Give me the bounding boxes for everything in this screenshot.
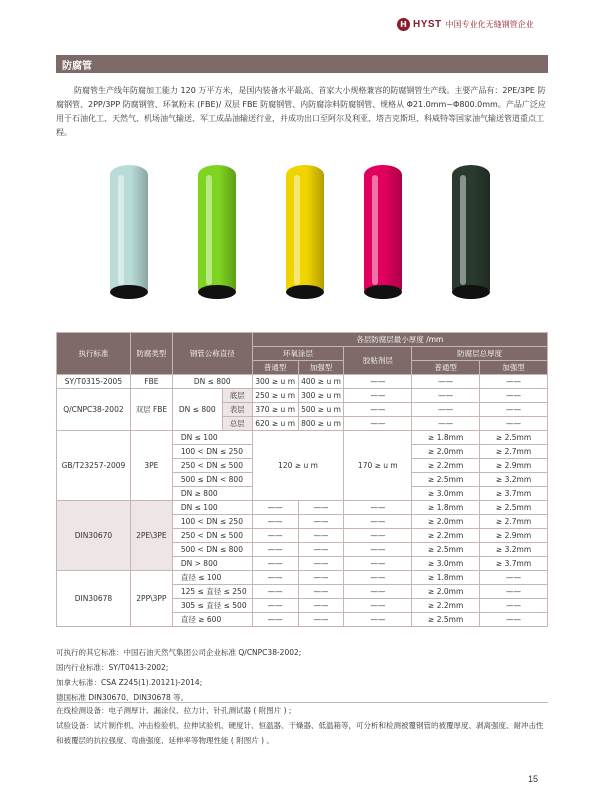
equipment-notes	[56, 703, 548, 748]
equipment-line: 试验设备：试片制作机、冲击检验机、拉伸试验机、硬度计、恒温器、干燥器、低温箱等，可分析和检测被覆钢管的被覆厚度、剥离强度、耐冲击性和被覆层的抗拉强度、弯曲强度、延伸率等物理性能 ( 附图片 ) 。	[56, 721, 544, 745]
brand-name: HYST	[413, 19, 442, 30]
col-type: 防腐类型	[130, 333, 172, 375]
note-line: 德国标准 DIN30670、DIN30678 等。	[56, 693, 189, 702]
col-total-thickness: 防腐层总厚度	[412, 347, 548, 361]
table-row: 表层 370 ≥ u m 500 ≥ u m —— —— ——	[57, 403, 548, 417]
magenta-pipe-image	[364, 165, 402, 299]
pipe-photo-row	[110, 165, 510, 305]
table-row: 250 < DN ≤ 500 —— —— —— ≥ 2.2mm ≥ 2.9mm	[57, 529, 548, 543]
yellow-pipe-image	[286, 165, 324, 299]
col-total-reinforced: 加强型	[480, 361, 548, 375]
table-row: DN ≥ 800 ≥ 3.0mm ≥ 3.7mm	[57, 487, 548, 501]
note-line: 加拿大标准：CSA Z245(1).20121)-2014;	[56, 678, 203, 687]
table-row: Q/CNPC38-2002 双层 FBE DN ≤ 800 底层 250 ≥ u m 300 ≥ u m —— —— ——	[57, 389, 548, 403]
note-line: 国内行业标准：SY/T0413-2002;	[56, 663, 169, 672]
white-pipe-image	[110, 165, 148, 299]
table-row: 500 < DN ≤ 800 —— —— —— ≥ 2.5mm ≥ 3.2mm	[57, 543, 548, 557]
table-row: 直径 ≥ 600 —— —— —— ≥ 2.5mm ——	[57, 613, 548, 627]
col-adhesive: 胶粘剂层	[344, 347, 412, 375]
table-row: 125 ≤ 直径 ≤ 250 —— —— —— ≥ 2.0mm ——	[57, 585, 548, 599]
logo-icon: H	[397, 18, 410, 31]
other-standards-notes	[56, 645, 548, 705]
col-epoxy-reinforced: 加强型	[298, 361, 344, 375]
spec-table	[56, 332, 548, 627]
col-epoxy-normal: 普通型	[252, 361, 298, 375]
note-line: 可执行的其它标准：中国石油天然气集团公司企业标准 Q/CNPC38-2002;	[56, 648, 302, 657]
section-band	[56, 55, 548, 73]
table-row: 100 < DN ≤ 250 ≥ 2.0mm ≥ 2.7mm	[57, 445, 548, 459]
table-row: 305 ≤ 直径 ≤ 500 —— —— —— ≥ 2.2mm ——	[57, 599, 548, 613]
page-header	[0, 0, 596, 40]
table-row: GB/T23257-2009 3PE DN ≤ 100 120 ≥ u m 170 ≥ u m ≥ 1.8mm ≥ 2.5mm	[57, 431, 548, 445]
page-number: 15	[528, 774, 539, 784]
dark-pipe-image	[452, 165, 490, 299]
section-title: 防腐管	[62, 61, 92, 72]
col-epoxy: 环氧涂层	[252, 347, 344, 361]
col-diameter: 钢管公称直径	[172, 333, 252, 375]
table-row: 100 < DN ≤ 250 —— —— —— ≥ 2.0mm ≥ 2.7mm	[57, 515, 548, 529]
intro-paragraph: 防腐管生产线年防腐加工能力 120 万平方米，是国内装备水平最高、首家大小规格兼容的防腐钢管生产线。主要产品有：2PE/3PE 防腐钢管、2PP/3PP 防腐钢管、环氧粉末 (FBE)/ 双层 FBE 防腐钢管、内防腐涂料防腐钢管、规格从 Φ21.0mm~Φ800.0mm。产品广泛应用于石油化工、天然气、机场油气输送、军工成品油输送行业，并成功出口至阿尔及利亚、塔吉克斯坦、科威特等国家油气输送管道重点工程。	[56, 86, 546, 137]
table-row: DN > 800 —— —— —— ≥ 3.0mm ≥ 3.7mm	[57, 557, 548, 571]
brand-logo	[397, 18, 534, 31]
green-pipe-image	[198, 165, 236, 299]
col-min-thickness: 各层防腐层最小厚度 /mm	[252, 333, 547, 347]
table-row: 总层 620 ≥ u m 800 ≥ u m —— —— ——	[57, 417, 548, 431]
col-standard: 执行标准	[57, 333, 131, 375]
brand-tagline: 中国专业化无缝钢管企业	[445, 20, 534, 29]
col-total-normal: 普通型	[412, 361, 480, 375]
table-row: 250 < DN ≤ 500 ≥ 2.2mm ≥ 2.9mm	[57, 459, 548, 473]
table-row: DIN30670 2PE\3PE DN ≤ 100 —— —— —— ≥ 1.8mm ≥ 2.5mm	[57, 501, 548, 515]
table-row: DIN30678 2PP\3PP 直径 ≤ 100 —— —— —— ≥ 1.8mm ——	[57, 571, 548, 585]
equipment-line: 在线检测设备：电子测厚计、漏涂仪、拉力计、针孔测试器 ( 附图片 ) ;	[56, 706, 292, 715]
table-row: 500 ≤ DN < 800 ≥ 2.5mm ≥ 3.2mm	[57, 473, 548, 487]
table-row: SY/T0315-2005 FBE DN ≤ 800 300 ≥ u m 400 ≥ u m —— —— ——	[57, 375, 548, 389]
